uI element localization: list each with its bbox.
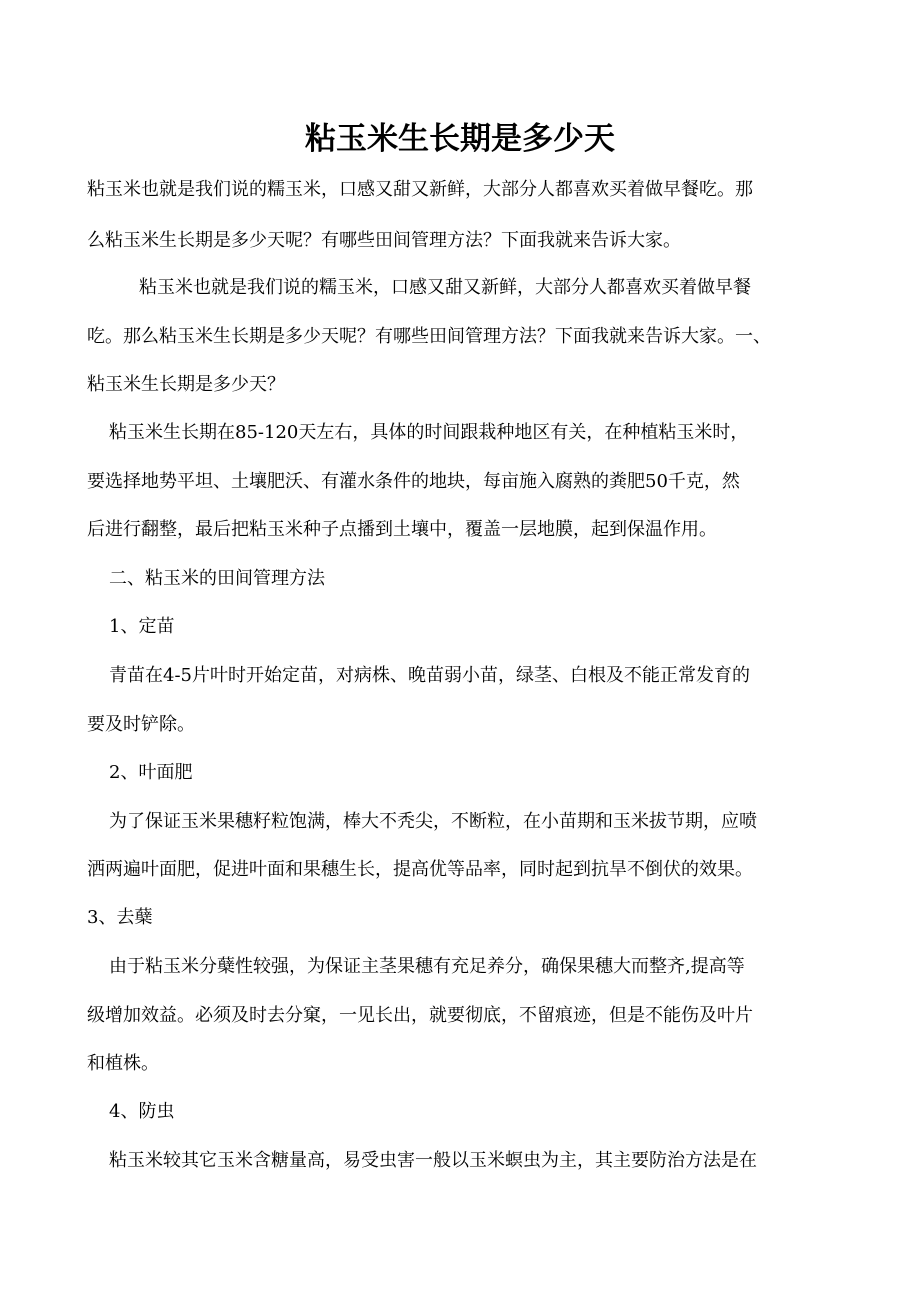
intro-line-1: 粘玉米也就是我们说的糯玉米，口感又甜又新鲜，大部分人都喜欢买着做早餐吃。那 [87, 179, 753, 200]
paragraph-line: 级增加效益。必须及时去分窠，一见长出，就要彻底，不留痕迹，但是不能伤及叶片 [87, 1005, 753, 1026]
paragraph-line: 青苗在4-5片叶时开始定苗，对病株、晚苗弱小苗，绿茎、白根及不能正常发育的 [109, 665, 750, 686]
paragraph-line: 吃。那么粘玉米生长期是多少天呢？有哪些田间管理方法？下面我就来告诉大家。一、 [87, 326, 771, 347]
paragraph-line: 粘玉米也就是我们说的糯玉米，口感又甜又新鲜，大部分人都喜欢买着做早餐 [139, 277, 751, 298]
paragraph-line: 和植株。 [87, 1053, 159, 1074]
paragraph-line: 后进行翻整，最后把粘玉米种子点播到土壤中，覆盖一层地膜，起到保温作用。 [87, 519, 717, 540]
subheading-yemianfei: 2、叶面肥 [109, 762, 193, 783]
page-title: 粘玉米生长期是多少天 [305, 121, 615, 157]
subheading-dingmiao: 1、定苗 [109, 616, 175, 637]
subheading-quniè: 3、去蘖 [87, 907, 153, 928]
intro-line-2: 么粘玉米生长期是多少天呢？有哪些田间管理方法？下面我就来告诉大家。 [87, 230, 681, 251]
section-heading-1: 粘玉米生长期是多少天？ [87, 374, 285, 395]
subheading-fangchong: 4、防虫 [109, 1101, 175, 1122]
paragraph-line: 洒两遍叶面肥，促进叶面和果穗生长，提高优等品率，同时起到抗旱不倒伏的效果。 [87, 859, 753, 880]
paragraph-line: 粘玉米生长期在85-120天左右，具体的时间跟栽种地区有关，在种植粘玉米时， [109, 422, 749, 443]
paragraph-line: 由于粘玉米分蘖性较强，为保证主茎果穗有充足养分，确保果穗大而整齐,提高等 [109, 956, 745, 977]
paragraph-line: 要选择地势平坦、土壤肥沃、有灌水条件的地块，每亩施入腐熟的粪肥50千克，然 [87, 471, 740, 492]
section-heading-2: 二、粘玉米的田间管理方法 [109, 568, 325, 589]
paragraph-line: 要及时铲除。 [87, 714, 195, 735]
paragraph-line: 为了保证玉米果穗籽粒饱满，棒大不秃尖，不断粒，在小苗期和玉米拔节期，应喷 [109, 811, 757, 832]
paragraph-line: 粘玉米较其它玉米含糖量高，易受虫害一般以玉米螟虫为主，其主要防治方法是在 [109, 1150, 757, 1171]
